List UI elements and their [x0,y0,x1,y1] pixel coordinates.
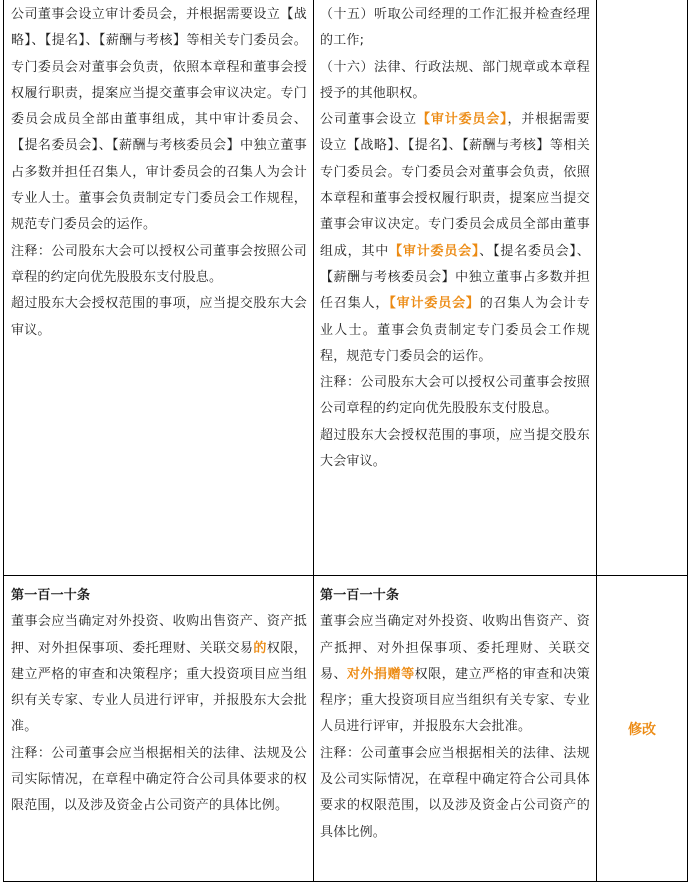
new-note: 注释：公司股东大会可以授权公司董事会按照公司章程的约定向优先股股东支付股息。 [320,375,590,417]
new-clause-cell [314,0,597,576]
new-item-16: （十六）法律、行政法规、部门规章或本章程授予的其他职权。 [320,59,590,101]
highlighted-change: 对外捐赠等 [347,666,415,682]
new-note: 注释：公司董事会应当根据相关的法律、法规及公司实际情况，在章程中确定符合公司具体要求的权限范围，以及涉及资金占公司资产的具体比例。 [320,745,590,840]
status-cell [597,0,688,576]
article-title: 第一百一十条 [320,588,400,603]
table-row [4,576,688,882]
old-note: 注释：公司董事会应当根据相关的法律、法规及公司实际情况，在章程中确定符合公司具体要求的权限范围，以及涉及资金占公司资产的具体比例。 [11,745,307,814]
new-text: 董事会应当确定对外投资、收购出售资产、资产抵押、对外担保事项、委托理财、关联交易、 [320,614,590,682]
article-title: 第一百一十条 [11,588,91,603]
new-clause-cell [314,576,597,882]
new-text: 权限，建立严格的审查和决策程序；重大投资项目应当组织有关专家、专业人员进行评审，并报股东大会批准。 [320,666,590,735]
new-paragraph [320,609,590,740]
highlighted-change: 【审计委员会】 [389,296,480,312]
new-item-15: （十五）听取公司经理的工作汇报并检查经理的工作; [320,7,590,49]
status-label: 修改 [628,721,656,738]
old-text: 权限，建立严格的审查和决策程序；重大投资项目应当组织有关专家、专业人员进行评审，并报股东大会批准。 [11,640,307,735]
highlighted-change: 【审计委员会】 [389,243,480,259]
new-text: 、【提名委员会】、【薪酬与考核委员会】中独立董事占多数并担任召集人， [320,243,590,312]
comparison-table [3,0,688,882]
old-clause-cell [4,576,314,882]
new-paragraph: 超过股东大会授权范围的事项，应当提交股东大会审议。 [320,427,590,470]
old-paragraph: 公司董事会设立审计委员会，并根据需要设立【战略】、【提名】、【薪酬与考核】等相关专门委员会。专门委员会对董事会负责，依照本章程和董事会授权履行职责，提案应当提交董事会审议决定。专门委员会成员全部由董事组成，其中审计委员会、【提名委员会】、【薪酬与考核委员会】中独立董事占多数并担任召集人，审计委员会的召集人为会计专业人士。董事会负责制定专门委员会工作规程，规范专门委员会的运作。 [11,7,307,233]
highlighted-change: 的 [253,640,267,656]
old-clause-cell [4,0,314,576]
new-text: ，并根据需要设立【战略】、【提名】、【薪酬与考核】等相关专门委员会。专门委员会对董事会负责，依照本章程和董事会授权履行职责，提案应当提交董事会审议决定。专门委员会成员全部由董事组成，其中 [320,112,590,259]
old-paragraph: 超过股东大会授权范围的事项，应当提交股东大会审议。 [11,296,307,338]
old-paragraph [11,609,307,740]
old-note: 注释：公司股东大会可以授权公司董事会按照公司章程的约定向优先股股东支付股息。 [11,243,307,285]
new-text: 公司董事会设立 [320,112,417,128]
new-committee-paragraph [320,107,590,370]
table-row [4,0,688,576]
new-text: 的召集人为会计专业人士。董事会负责制定专门委员会工作规程，规范专门委员会的运作。 [320,296,590,364]
highlighted-change: 【审计委员会】 [417,112,508,128]
status-cell [597,576,688,882]
old-text: 董事会应当确定对外投资、收购出售资产、资产抵押、对外担保事项、委托理财、关联交易 [11,614,307,656]
